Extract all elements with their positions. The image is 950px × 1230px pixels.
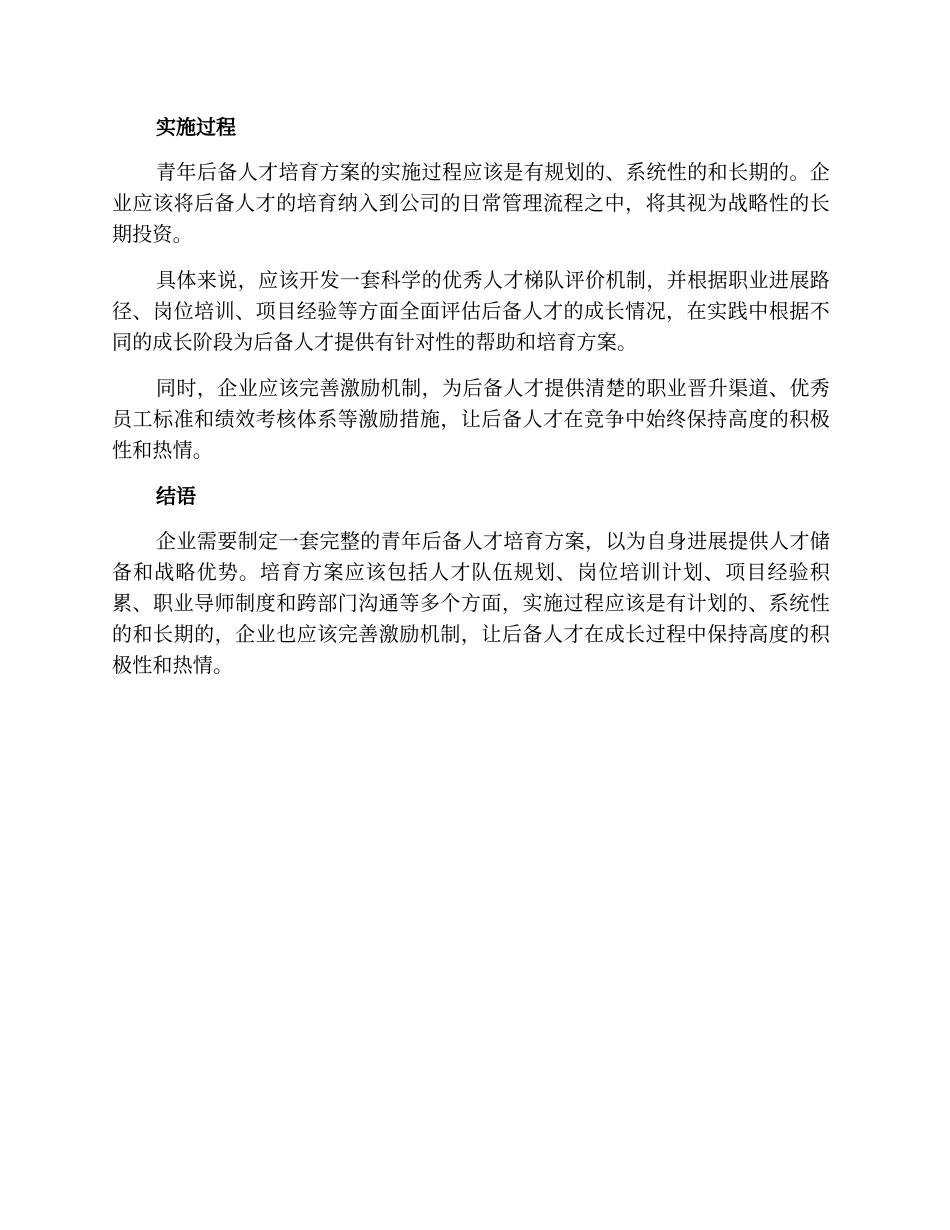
section-heading: 实施过程 (156, 115, 236, 139)
paragraph: 青年后备人才培育方案的实施过程应该是有规划的、系统性的和长期的。企业应该将后备人才的培育纳入到公司的日常管理流程之中，将其视为战略性的长期投资。 (112, 160, 830, 246)
section-conclusion (112, 481, 830, 681)
paragraph: 企业需要制定一套完整的青年后备人才培育方案，以为自身进展提供人才储备和战略优势。培育方案应该包括人才队伍规划、岗位培训计划、项目经验积累、职业导师制度和跨部门沟通等多个方面，实施过程应该是有计划的、系统性的和长期的，企业也应该完善激励机制，让后备人才在成长过程中保持高度的积极性和热情。 (112, 529, 830, 677)
paragraph: 具体来说，应该开发一套科学的优秀人才梯队评价机制，并根据职业进展路径、岗位培训、项目经验等方面全面评估后备人才的成长情况，在实践中根据不同的成长阶段为后备人才提供有针对性的帮助和培育方案。 (112, 268, 830, 354)
section-heading: 结语 (156, 484, 196, 508)
section-implementation (112, 112, 830, 466)
document-page (112, 112, 830, 696)
paragraph: 同时，企业应该完善激励机制，为后备人才提供清楚的职业晋升渠道、优秀员工标准和绩效考核体系等激励措施，让后备人才在竞争中始终保持高度的积极性和热情。 (112, 376, 830, 462)
